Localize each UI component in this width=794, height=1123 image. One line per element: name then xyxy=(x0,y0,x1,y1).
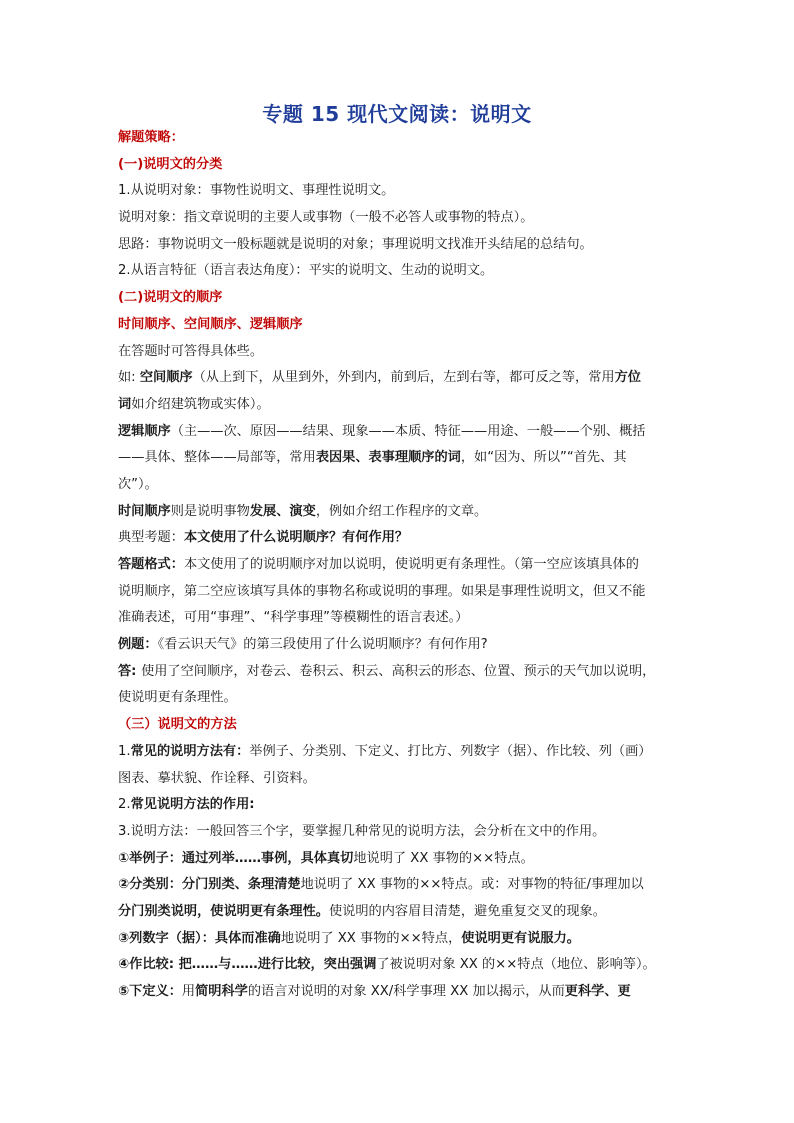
bold-term: ⑤下定义： xyxy=(118,984,182,999)
paragraph xyxy=(118,659,698,686)
bold-term: 逻辑顺序 xyxy=(118,423,171,439)
bold-term: ①举例子：通过列举……事例，具体真切 xyxy=(118,850,354,866)
text-run: 则是说明事物 xyxy=(170,503,250,519)
section-2-heading: (二)说明文的顺序 xyxy=(118,290,223,306)
text-run: 地说明了 XX 事物的××特点。或：对事物的特征/事理加以 xyxy=(300,877,644,893)
bold-term: 更科学、更 xyxy=(564,984,631,999)
paragraph: 在答题时可答得具体些。 xyxy=(118,343,264,359)
paragraph xyxy=(118,979,698,1006)
text-run: 本文使用了的说明顺序对加以说明，使说明更有条理性。（第一空应该填具体的 xyxy=(183,557,639,572)
text-run: 使说明的内容眉目清楚，避免重复交叉的现象。 xyxy=(329,903,606,919)
paragraph xyxy=(118,632,698,659)
text-run: 地说明了 XX 事物的××特点， xyxy=(280,930,462,946)
text-run: ，例如介绍工作程序的文章。 xyxy=(315,503,488,519)
bold-term: 本文使用了什么说明顺序？有何作用？ xyxy=(183,530,409,546)
paragraph xyxy=(118,899,698,926)
paragraph xyxy=(118,445,698,472)
paragraph xyxy=(118,419,698,446)
paragraph xyxy=(118,525,698,552)
bold-term: 发展、演变 xyxy=(249,503,316,519)
bold-term: 常见的说明方法有： xyxy=(130,743,250,759)
paragraph xyxy=(118,872,698,899)
bold-term: 分门别类说明，使说明更有条理性。 xyxy=(118,903,329,919)
bold-term: 空间顺序 xyxy=(139,370,193,386)
text-run: （从上到下，从里到外，外到内，前到后，左到右等，都可反之等，常用 xyxy=(192,370,615,386)
bold-term: ②分类别：分门别类、条理清楚 xyxy=(118,877,301,893)
bold-term: 简明科学 xyxy=(195,984,248,999)
text-run: ——具体、整体——局部等，常用 xyxy=(118,450,316,466)
text-run: 了被说明对象 XX 的××特点（地位、影响等）。 xyxy=(376,957,656,973)
paragraph: 次”）。 xyxy=(118,476,158,492)
text-run: 用 xyxy=(181,984,196,999)
paragraph: 1.从说明对象：事物性说明文、事理性说明文。 xyxy=(118,183,395,199)
paragraph: 3.说明方法：一般回答三个字，要掌握几种常见的说明方法，会分析在文中的作用。 xyxy=(118,823,606,839)
page-title: 专题 15 现代文阅读：说明文 xyxy=(262,102,532,126)
text-run: 1. xyxy=(118,743,131,759)
paragraph: 图表、摹状貌、作诠释、引资料。 xyxy=(118,770,316,786)
paragraph: 2.从语言特征（语言表达角度）：平实的说明文、生动的说明文。 xyxy=(118,263,494,279)
paragraph xyxy=(118,739,698,766)
section-2-subheading: 时间顺序、空间顺序、逻辑顺序 xyxy=(118,316,303,332)
bold-term: 时间顺序 xyxy=(118,503,171,519)
text-run: ，如“因为、所以”“首先、其 xyxy=(460,450,627,466)
bold-term: ④作比较: 把……与……进行比较，突出强调 xyxy=(118,957,377,973)
paragraph: 思路：事物说明文一般标题就是说明的对象；事理说明文找准开头结尾的总结句。 xyxy=(118,236,593,252)
text-run: 2. xyxy=(118,797,131,813)
text-run: 使用了空间顺序，对卷云、卷积云、积云、高积云的形态、位置、预示的天气加以说明， xyxy=(141,663,656,679)
paragraph xyxy=(118,792,698,819)
bold-term: 答题格式： xyxy=(118,557,184,572)
text-run: （主——次、原因——结果、现象——本质、特征——用途、一般——个别、概括 xyxy=(170,423,646,439)
paragraph xyxy=(118,392,698,419)
text-run: 的语言对说明的对象 XX/科学事理 XX 加以揭示，从而 xyxy=(247,984,565,999)
paragraph: 使说明更有条理性。 xyxy=(118,690,237,706)
text-run: 典型考题： xyxy=(118,530,184,546)
paragraph: 准确表述，可用“事理”、“科学事理”等模糊性的语言表述。） xyxy=(118,610,469,626)
bold-term: ③列数字（据）：具体而准确 xyxy=(118,930,281,946)
section-3-heading: （三）说明文的方法 xyxy=(118,717,237,733)
document-body xyxy=(118,125,698,1006)
text-run: 《看云识天气》的第三段使用了什么说明顺序？有何作用? xyxy=(157,637,488,653)
bold-term: 方位 xyxy=(614,370,641,386)
paragraph xyxy=(118,926,698,953)
text-run: 地说明了 XX 事物的××特点。 xyxy=(353,850,534,866)
strategy-heading: 解题策略： xyxy=(118,130,184,145)
paragraph xyxy=(118,846,698,873)
paragraph xyxy=(118,365,698,392)
paragraph: 说明顺序，第二空应该填写具体的事物名称或说明的事理。如果是事理性说明文，但又不能 xyxy=(118,583,646,599)
text-run: 举例子、分类别、下定义、打比方、列数字（据）、作比较、列（画） xyxy=(249,743,652,759)
text-run: 如: xyxy=(118,370,140,386)
paragraph: 说明对象：指文章说明的主要人或事物（一般不必答人或事物的特点）。 xyxy=(118,210,534,226)
bold-term: 常见说明方法的作用: xyxy=(130,797,255,813)
bold-term: 词 xyxy=(118,396,132,412)
section-1-heading: (一)说明文的分类 xyxy=(118,156,223,172)
bold-term: 答: xyxy=(118,663,142,679)
bold-term: 表因果、表事理顺序的词 xyxy=(315,450,461,466)
bold-term: 例题： xyxy=(118,637,158,653)
paragraph xyxy=(118,952,698,979)
bold-term: 使说明更有说服力。 xyxy=(461,930,580,946)
text-run: 如介绍建筑物或实体）。 xyxy=(131,396,270,412)
paragraph xyxy=(118,499,698,526)
paragraph xyxy=(118,552,698,579)
